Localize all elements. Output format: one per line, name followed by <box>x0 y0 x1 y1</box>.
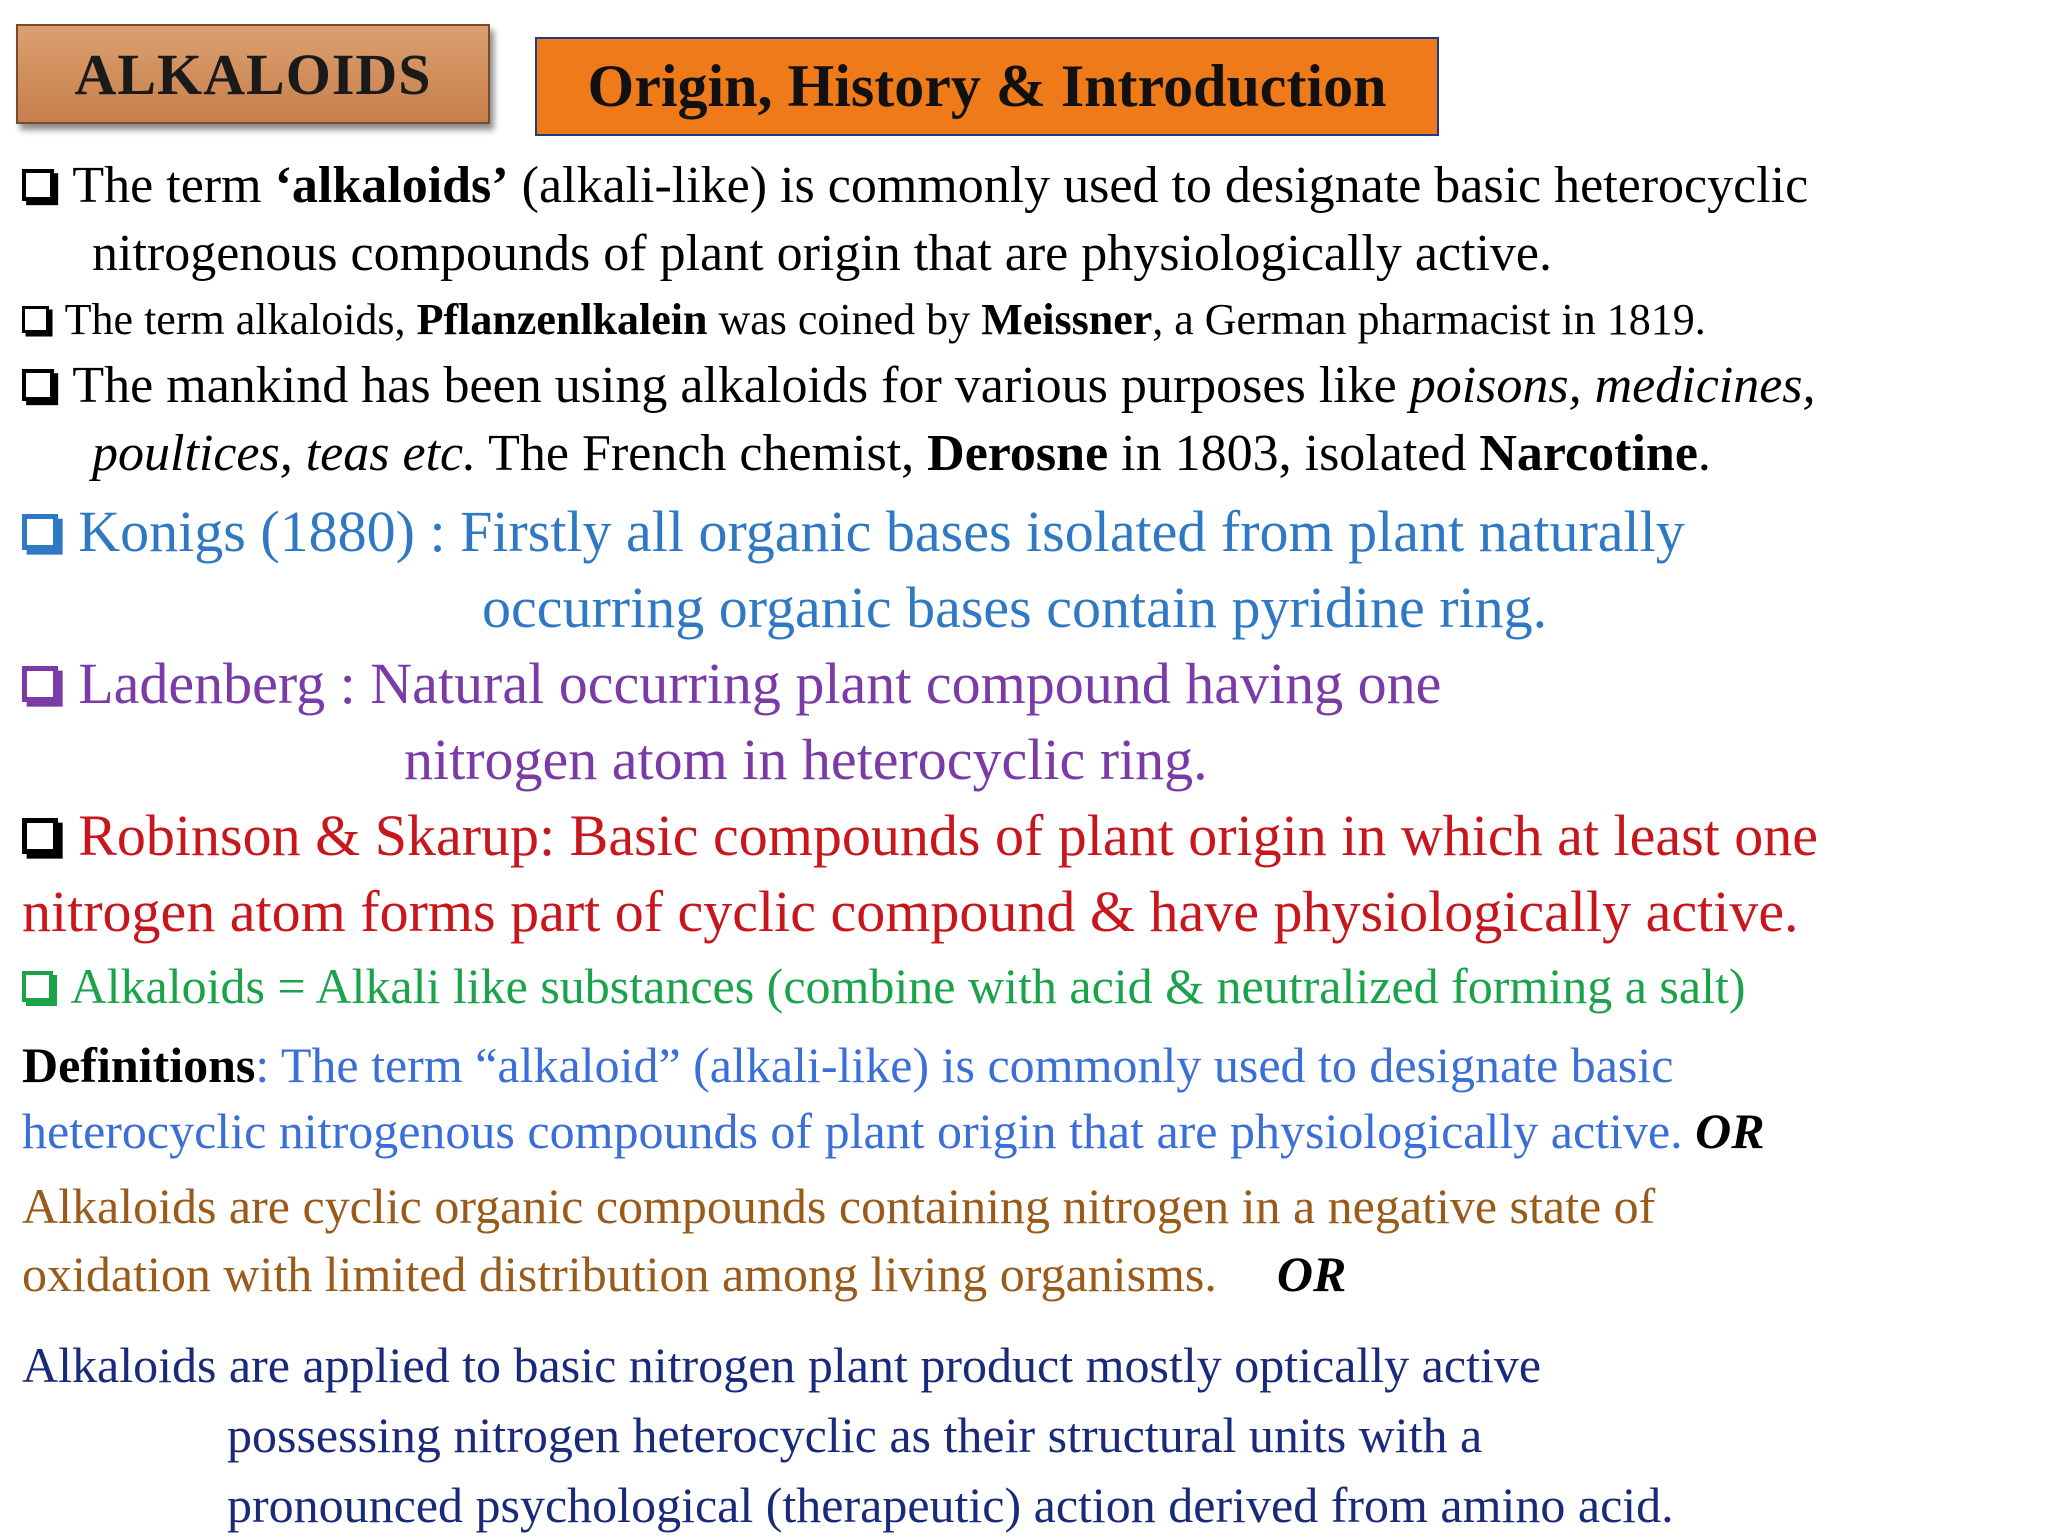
checkbox-bullet-icon <box>22 369 54 401</box>
checkbox-bullet-icon <box>22 818 58 854</box>
checkbox-bullet-icon <box>22 169 54 201</box>
definition-1: Definitions: The term “alkaloid” (alkali-like) is commonly used to designate basic heterocyclic nitrogenous compounds of plant origin that are physiologically active. OR <box>22 1037 1765 1159</box>
checkbox-bullet-icon <box>22 306 49 333</box>
bullet-alkali-like: Alkaloids = Alkali like substances (combine with acid & neutralized forming a salt) <box>22 954 1746 1018</box>
or-label: OR <box>1695 1103 1765 1159</box>
bullet-konigs: Konigs (1880) : Firstly all organic bases isolated from plant naturally occurring organic bases contain pyridine ring. <box>22 494 1685 646</box>
title-banner <box>16 24 490 124</box>
or-label: OR <box>1276 1246 1347 1302</box>
bullet-1: The term ‘alkaloids’ (alkali-like) is commonly used to designate basic heterocyclic nitrogenous compounds of plant origin that are physiologically active. <box>22 152 1808 288</box>
bullet-robinson: Robinson & Skarup: Basic compounds of plant origin in which at least one nitrogen atom forms part of cyclic compound & have physiologically active. <box>22 803 1819 944</box>
definition-2: Alkaloids are cyclic organic compounds containing nitrogen in a negative state of oxidation with limited distribution among living organisms. OR <box>22 1178 1656 1302</box>
title-text: ALKALOIDS <box>74 41 432 107</box>
subtitle-text: Origin, History & Introduction <box>587 53 1387 119</box>
checkbox-bullet-icon <box>22 514 58 550</box>
bullet-ladenberg: Ladenberg : Natural occurring plant compound having one nitrogen atom in heterocyclic ring. <box>22 646 1441 798</box>
checkbox-bullet-icon <box>22 666 58 702</box>
definition-3: Alkaloids are applied to basic nitrogen plant product mostly optically active possessing nitrogen heterocyclic as their structural units with a pronounced psychological (therapeutic) action derived from amino acid. <box>22 1337 1674 1533</box>
definitions-label: Definitions <box>22 1037 256 1093</box>
bullet-3: The mankind has been using alkaloids for various purposes like poisons, medicines, poultices, teas etc. The French chemist, Derosne in 1803, isolated Narcotine. <box>22 352 1816 488</box>
checkbox-bullet-icon <box>22 971 53 1002</box>
bullet-2: The term alkaloids, Pflanzenlkalein was coined by Meissner, a German pharmacist in 1819. <box>22 292 1706 348</box>
subtitle-banner <box>535 37 1439 136</box>
